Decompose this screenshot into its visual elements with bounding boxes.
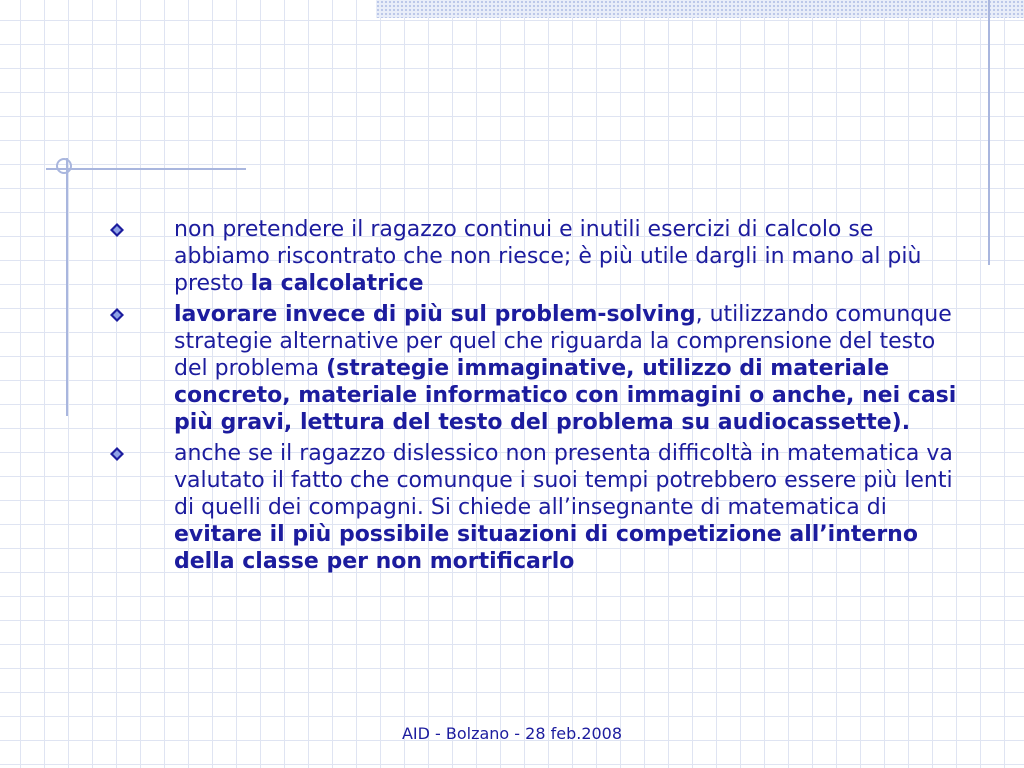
- bullet-list: [108, 216, 968, 579]
- bullet-2-part-1: lavorare invece di più sul problem-solving: [174, 302, 696, 327]
- bullet-3-text: [174, 441, 953, 574]
- right-decorative-line: [988, 0, 990, 265]
- left-horizontal-decorative-line: [46, 168, 246, 170]
- bullet-2-part-3: (strategie immaginative, utilizzo di materiale concreto, materiale informatico con immagini o anche, nei casi più gravi, lettura del testo del problema su audiocassette).: [174, 356, 957, 435]
- slide-footer: AID - Bolzano - 28 feb.2008: [401, 724, 623, 743]
- bullet-1-part-2: la calcolatrice: [250, 271, 424, 296]
- bullet-2-text: [174, 302, 956, 435]
- diamond-bullet-icon: [110, 223, 124, 237]
- bullet-3-part-2: evitare il più possibile situazioni di competizione all’interno della classe per non mortificarlo: [174, 522, 918, 574]
- bullet-item-2: [108, 301, 968, 436]
- left-decorative-line: [66, 158, 68, 416]
- bullet-item-3: [108, 440, 968, 575]
- bullet-3-part-1: anche se il ragazzo dislessico non presenta difficoltà in matematica va valutato il fatto che comunque i suoi tempi potrebbero essere più lenti di quelli dei compagni. Si chiede all’insegnante di matematica di: [174, 441, 953, 520]
- bullet-2-part-2: , utilizzando comunque strategie alternative per quel che riguarda la comprensione del testo del problema: [174, 302, 952, 381]
- bullet-1-text: [174, 217, 921, 296]
- bullet-item-1: [108, 216, 968, 297]
- ring-line-icon: [56, 158, 72, 174]
- bullet-1-part-1: non pretendere il ragazzo continui e inutili esercizi di calcolo se abbiamo riscontrato che non riesce; è più utile dargli in mano al più presto: [174, 217, 922, 296]
- diamond-bullet-icon: [110, 447, 124, 461]
- top-decorative-band: [376, 0, 1024, 18]
- diamond-bullet-icon: [110, 308, 124, 322]
